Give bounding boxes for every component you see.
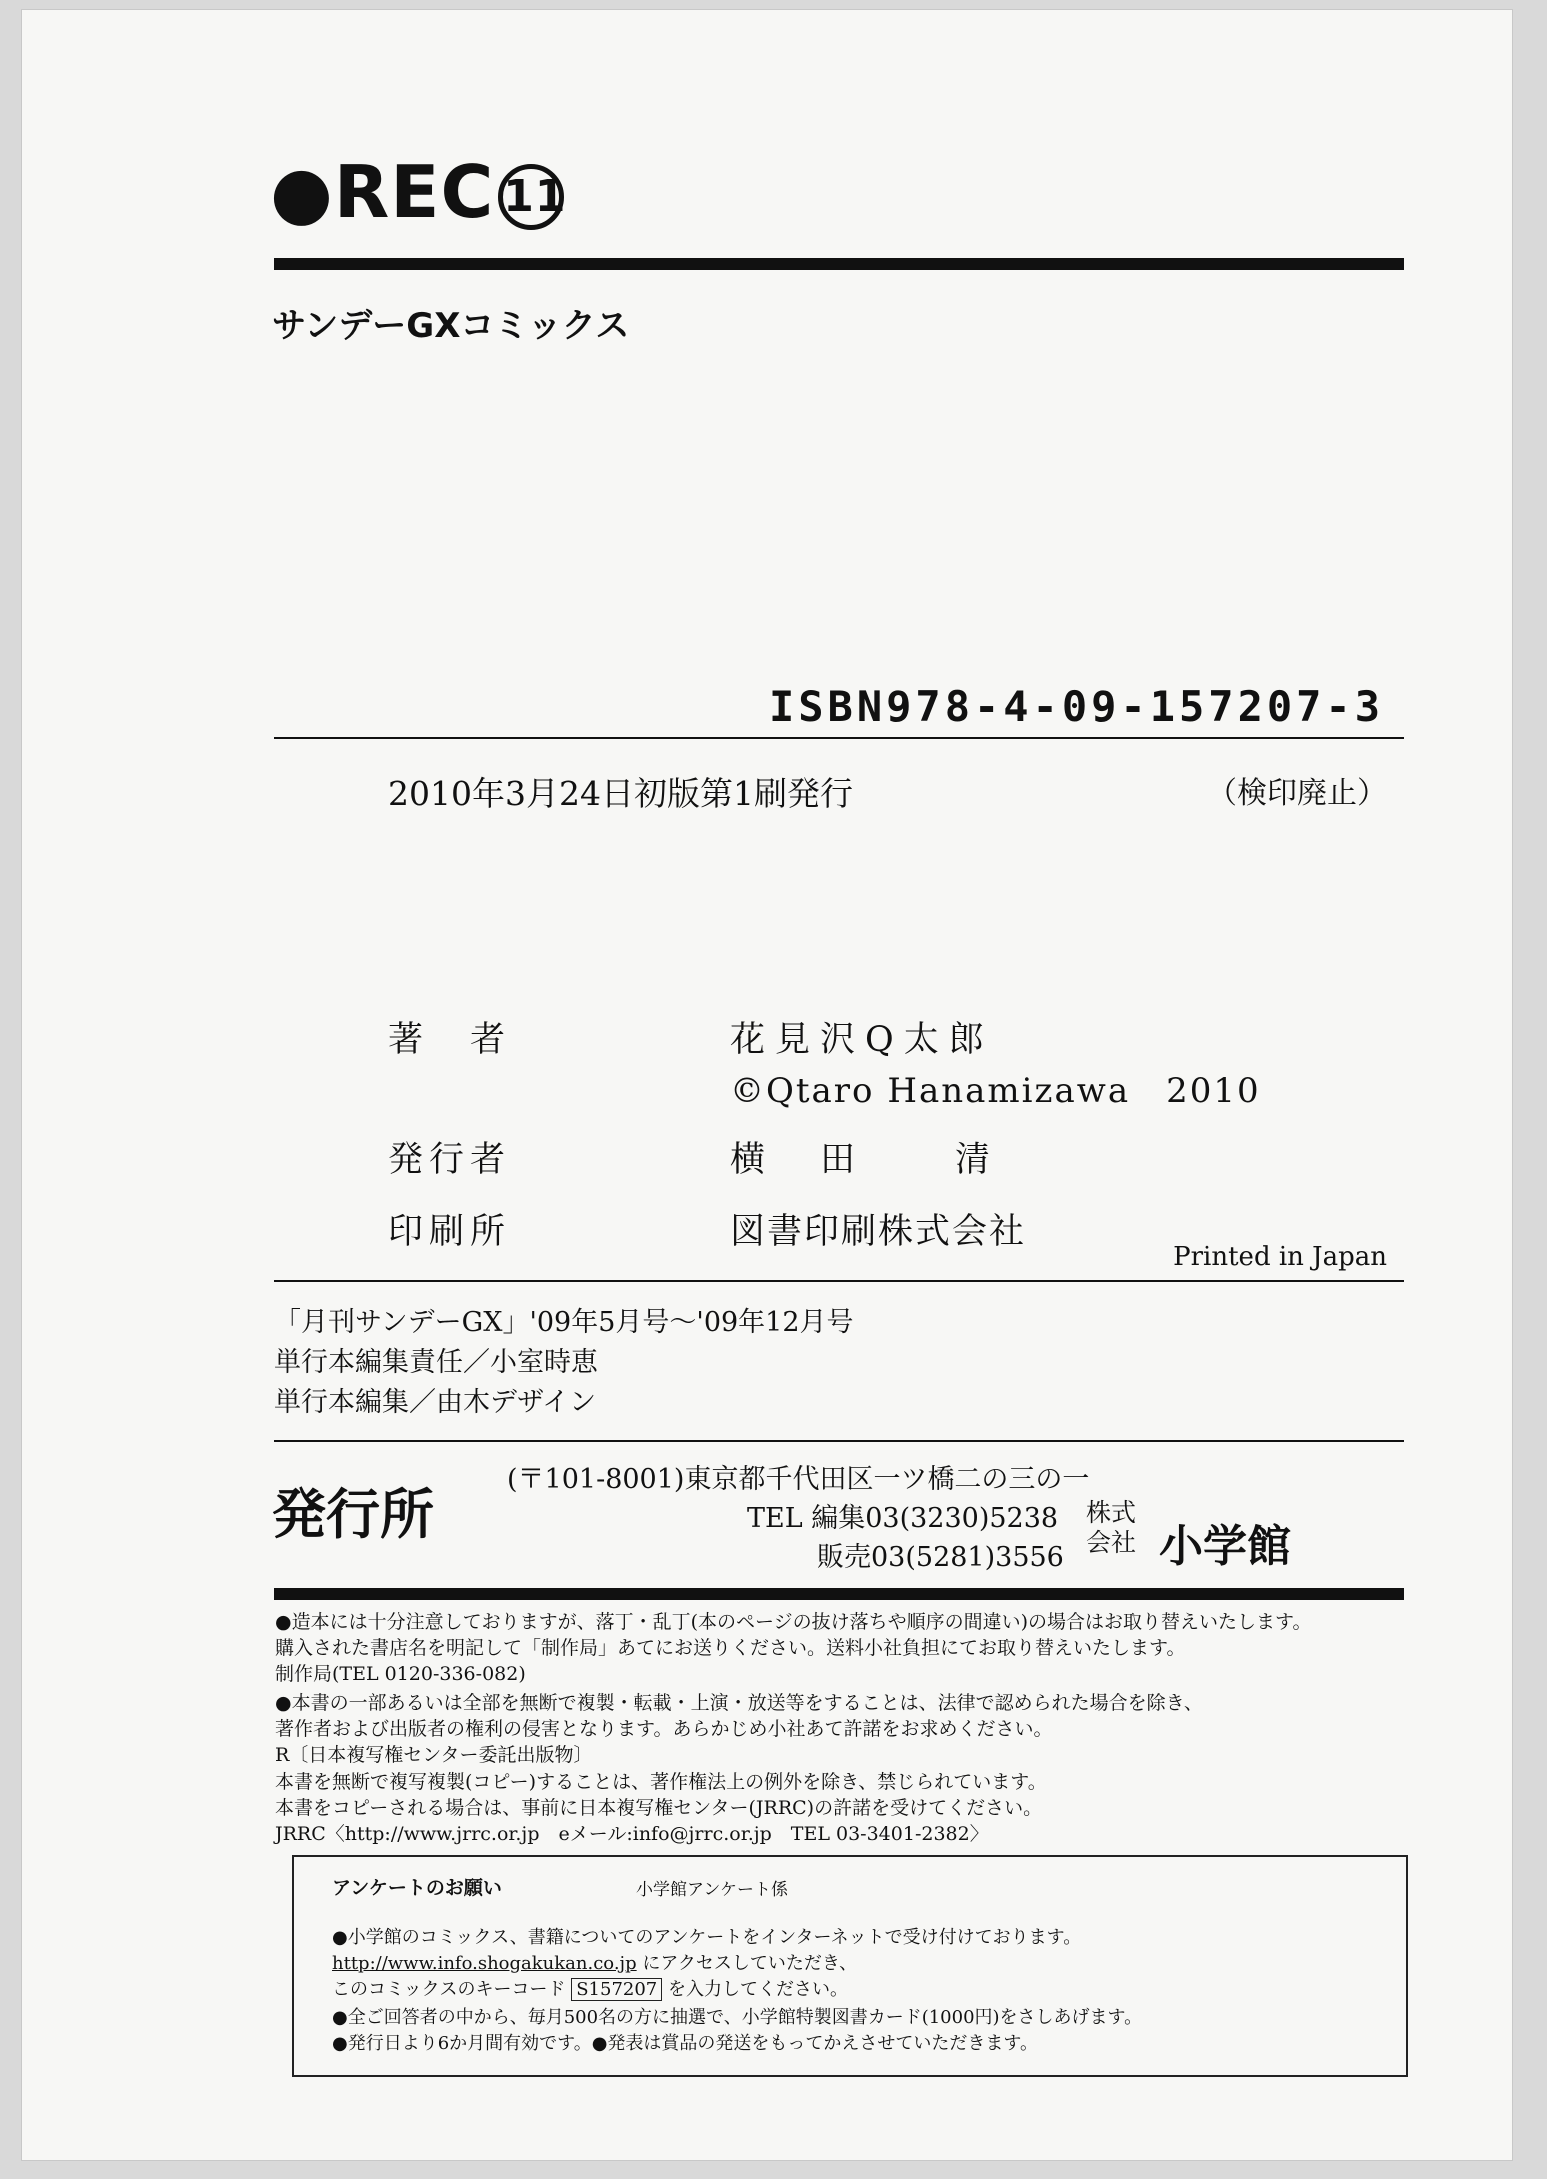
survey-line: ●小学館のコミックス、書籍についてのアンケートをインターネットで受け付けております。: [332, 1927, 1082, 1948]
book-title: [270, 150, 567, 234]
notice-line: 購入された書店名を明記して「制作局」あてにお送りください。送料小社負担にてお取り替えいたします。: [275, 1637, 1186, 1659]
tel-sales: 販売03(5281)3556: [817, 1542, 1064, 1573]
serialization-line: 「月刊サンデーGX」'09年5月号〜'09年12月号: [274, 1307, 854, 1338]
credits-rule: [274, 1280, 1404, 1282]
printed-in: Printed in Japan: [1173, 1242, 1387, 1272]
volume-number: 11: [498, 164, 564, 230]
printer-label: 印刷所: [388, 1212, 512, 1252]
copyright: ©Qtaro Hanamizawa 2010: [730, 1071, 1261, 1111]
notice-line: 本書を無断で複写複製(コピー)することは、著作権法上の例外を除き、禁じられています。: [275, 1771, 1047, 1793]
seal-note: （検印廃止）: [1207, 776, 1387, 811]
author-name: 花見沢Q太郎: [730, 1020, 994, 1060]
survey-title: アンケートのお願い: [332, 1877, 502, 1899]
survey-dept: 小学館アンケート係: [636, 1880, 788, 1900]
series-name: サンデーGXコミックス: [272, 306, 630, 346]
survey-url[interactable]: http://www.info.shogakukan.co.jp: [332, 1953, 637, 1974]
publisher-rule: [274, 1588, 1404, 1600]
design-line: 単行本編集／由木デザイン: [274, 1387, 597, 1418]
isbn: ISBN978-4-09-157207-3: [768, 682, 1384, 731]
survey-code-line: [332, 1975, 848, 2001]
survey-box: [292, 1855, 1408, 2077]
survey-code-suffix: を入力してください。: [667, 1979, 848, 2000]
survey-line: ●発行日より6か月間有効です。●発表は賞品の発送をもってかえさせていただきます。: [332, 2033, 1038, 2054]
notice-line: JRRC〈http://www.jrrc.or.jp eメール:info@jrrc.or.jp TEL 03-3401-2382〉: [275, 1823, 989, 1845]
notice-line: 制作局(TEL 0120-336-082): [275, 1663, 526, 1685]
publisher-heading: 発行所: [272, 1483, 434, 1546]
publisher-name: 小学館: [1159, 1521, 1291, 1572]
serialization-rule: [274, 1440, 1404, 1442]
colophon-page: [22, 10, 1512, 2160]
author-label: 著 者: [388, 1020, 512, 1060]
publisher-person: 横 田 清: [730, 1140, 1001, 1180]
notice-line: 著作者および出版者の権利の侵害となります。あらかじめ小社あて許諾をお求めください。: [275, 1718, 1053, 1740]
survey-line: ●全ご回答者の中から、毎月500名の方に抽選で、小学館特製図書カード(1000円)をさしあげます。: [332, 2007, 1143, 2028]
publisher-person-label: 発行者: [388, 1140, 512, 1180]
survey-code-prefix: このコミックスのキーコード: [332, 1979, 566, 2000]
survey-url-line: [332, 1949, 857, 1975]
title-rule: [274, 258, 1404, 270]
title-text: ●REC: [270, 150, 495, 234]
notice-line: ●造本には十分注意しておりますが、落丁・乱丁(本のページの抜け落ちや順序の間違い)の場合はお取り替えいたします。: [275, 1611, 1312, 1633]
tel-editorial: TEL 編集03(3230)5238: [747, 1503, 1059, 1534]
edition-date: 2010年3月24日初版第1刷発行: [388, 774, 853, 813]
notice-line: 本書をコピーされる場合は、事前に日本複写権センター(JRRC)の許諾を受けてください。: [275, 1797, 1043, 1819]
notice-line: R〔日本複写権センター委託出版物〕: [275, 1744, 593, 1766]
kabushiki-bottom: 会社: [1086, 1528, 1137, 1557]
kabushiki-top: 株式: [1086, 1498, 1137, 1527]
editor-line: 単行本編集責任／小室時恵: [274, 1347, 598, 1378]
kabushiki-kaisha: [1086, 1498, 1146, 1558]
printer-name: 図書印刷株式会社: [730, 1212, 1027, 1252]
notice-line: ●本書の一部あるいは全部を無断で複製・転載・上演・放送等をすることは、法律で認められた場合を除き、: [275, 1692, 1203, 1714]
survey-key-code: S157207: [571, 1978, 662, 2001]
survey-url-suffix: にアクセスしていただき、: [642, 1953, 858, 1974]
publisher-address: (〒101-8001)東京都千代田区一ツ橋二の三の一: [507, 1464, 1090, 1495]
isbn-rule: [274, 737, 1404, 739]
